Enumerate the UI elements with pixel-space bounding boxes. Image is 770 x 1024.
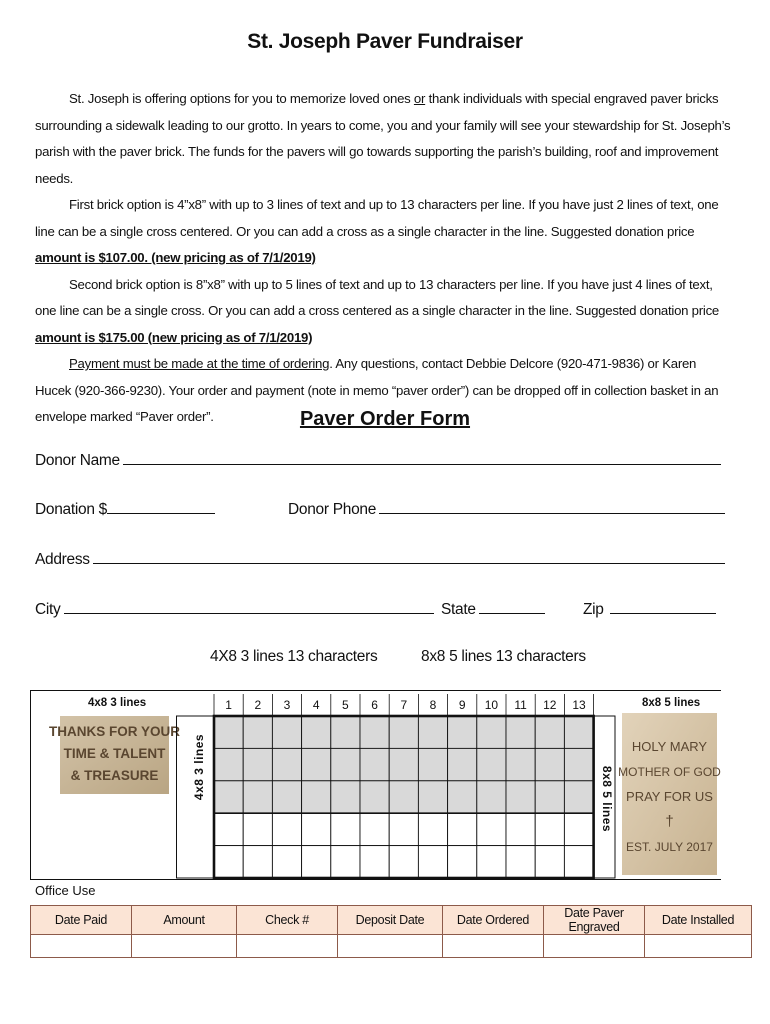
office-header-date-paid: Date Paid — [31, 906, 132, 935]
grid-col-number-6: 6 — [371, 698, 378, 712]
grid-cell-r1-c6[interactable] — [360, 716, 389, 748]
grid-col-number-3: 3 — [283, 698, 291, 712]
grid-cell-r2-c3[interactable] — [272, 748, 301, 780]
grid-cell-r5-c7[interactable] — [389, 846, 418, 878]
paver-small-line-3: & TREASURE — [70, 768, 159, 783]
grid-cell-r5-c11[interactable] — [506, 846, 535, 878]
grid-cell-r3-c2[interactable] — [243, 781, 272, 813]
intro-p3: Second brick option is 8”x8” with up to 5 lines of text and up to 13 characters per line. If you have just 4 lines of text, one line can be a single cross. Or you can add a cross centered as a single character in the line. Suggested donation price amount is $175.00 (new pricing as of 7/1/2019) — [35, 276, 720, 345]
address-row — [35, 549, 725, 569]
grid-cell-r3-c1[interactable] — [214, 781, 243, 813]
state-row — [441, 599, 545, 619]
grid-cell-r5-c10[interactable] — [477, 846, 506, 878]
grid-col-number-12: 12 — [543, 698, 557, 712]
donor-phone-row — [288, 499, 725, 519]
vertical-label-8x8: 8x8 5 lines — [600, 765, 614, 833]
office-entry-row — [31, 935, 752, 958]
paver-large-line-2: MOTHER OF GOD — [618, 765, 721, 779]
grid-cell-r4-c13[interactable] — [564, 813, 593, 845]
grid-cell-r5-c2[interactable] — [243, 846, 272, 878]
grid-cell-r2-c9[interactable] — [448, 748, 477, 780]
zip-row — [583, 599, 716, 619]
grid-cell-r1-c4[interactable] — [302, 716, 331, 748]
grid-cell-r2-c5[interactable] — [331, 748, 360, 780]
grid-right-label-box — [594, 716, 615, 878]
grid-cell-r4-c7[interactable] — [389, 813, 418, 845]
grid-cell-r4-c9[interactable] — [448, 813, 477, 845]
grid-col-number-9: 9 — [458, 698, 466, 712]
office-header-date-engraved: Date Paver Engraved — [544, 906, 645, 935]
paver-large-line-5: EST. JULY 2017 — [626, 840, 713, 854]
donation-label: Donation $ — [35, 501, 107, 518]
spec-4x8: 4X8 3 lines 13 characters — [210, 648, 378, 665]
donor-phone-field[interactable] — [379, 499, 725, 514]
office-cell-date-installed[interactable] — [645, 935, 752, 958]
grid-cell-r4-c4[interactable] — [302, 813, 331, 845]
grid-cell-r1-c10[interactable] — [477, 716, 506, 748]
page-title: St. Joseph Paver Fundraiser — [247, 30, 523, 53]
character-grid — [176, 692, 616, 878]
donor-name-field[interactable] — [123, 450, 721, 465]
grid-cell-r4-c10[interactable] — [477, 813, 506, 845]
city-row — [35, 599, 434, 619]
grid-cell-r2-c10[interactable] — [477, 748, 506, 780]
paver-small-line-2: TIME & TALENT — [63, 746, 166, 761]
state-field[interactable] — [479, 599, 545, 614]
grid-cell-r5-c12[interactable] — [535, 846, 564, 878]
paver-small-line-1: THANKS FOR YOUR — [48, 724, 181, 739]
grid-cell-r3-c11[interactable] — [506, 781, 535, 813]
grid-label-box — [177, 716, 215, 878]
office-cell-date-engraved[interactable] — [544, 935, 645, 958]
office-header-row — [31, 906, 752, 935]
paver-8x8-svg — [618, 713, 721, 875]
grid-cell-r2-c4[interactable] — [302, 748, 331, 780]
grid-cell-r2-c2[interactable] — [243, 748, 272, 780]
grid-cell-r2-c6[interactable] — [360, 748, 389, 780]
grid-cell-r3-c12[interactable] — [535, 781, 564, 813]
paver-4x8-image — [48, 716, 181, 794]
state-label: State — [441, 601, 476, 618]
grid-col-number-2: 2 — [254, 698, 262, 712]
label-4x8: 4x8 3 lines — [88, 697, 147, 709]
grid-cell-r3-c9[interactable] — [448, 781, 477, 813]
grid-cell-r3-c3[interactable] — [272, 781, 301, 813]
office-cell-deposit-date[interactable] — [338, 935, 443, 958]
grid-cell-r5-c1[interactable] — [214, 846, 243, 878]
grid-cell-r3-c10[interactable] — [477, 781, 506, 813]
zip-label: Zip — [583, 601, 604, 618]
office-header-date-ordered: Date Ordered — [443, 906, 544, 935]
grid-cell-r1-c1[interactable] — [214, 716, 243, 748]
grid-cell-r5-c5[interactable] — [331, 846, 360, 878]
grid-cell-r4-c3[interactable] — [272, 813, 301, 845]
paver-large-line-1: HOLY MARY — [631, 739, 708, 754]
grid-cell-r2-c7[interactable] — [389, 748, 418, 780]
address-label: Address — [35, 551, 90, 568]
grid-col-number-8: 8 — [429, 698, 437, 712]
grid-cell-r1-c11[interactable] — [506, 716, 535, 748]
intro-paragraph — [35, 86, 735, 431]
grid-cell-r4-c8[interactable] — [418, 813, 447, 845]
grid-col-number-11: 11 — [514, 698, 527, 712]
grid-cell-r5-c8[interactable] — [418, 846, 447, 878]
grid-cell-r3-c8[interactable] — [418, 781, 447, 813]
spec-8x8: 8x8 5 lines 13 characters — [421, 648, 586, 665]
grid-cell-r3-c13[interactable] — [564, 781, 593, 813]
office-cell-check[interactable] — [237, 935, 338, 958]
grid-col-number-13: 13 — [572, 698, 586, 712]
grid-cell-r5-c13[interactable] — [564, 846, 593, 878]
grid-cell-r5-c4[interactable] — [302, 846, 331, 878]
grid-cell-r3-c4[interactable] — [302, 781, 331, 813]
grid-col-number-4: 4 — [312, 698, 320, 712]
grid-cell-r5-c6[interactable] — [360, 846, 389, 878]
grid-cell-r3-c5[interactable] — [331, 781, 360, 813]
donation-row — [35, 499, 215, 519]
grid-cell-r4-c11[interactable] — [506, 813, 535, 845]
grid-cell-r1-c9[interactable] — [448, 716, 477, 748]
office-header-date-installed: Date Installed — [645, 906, 752, 935]
city-label: City — [35, 601, 61, 618]
grid-cell-r1-c7[interactable] — [389, 716, 418, 748]
grid-cell-r4-c1[interactable] — [214, 813, 243, 845]
donor-name-label: Donor Name — [35, 452, 120, 469]
intro-p2: First brick option is 4”x8” with up to 3 lines of text and up to 13 characters per line. If you have just 2 lines of text, one line can be a single cross centered. Or you can add a cross as a single character in the line. Suggested donation price amount is $107.00. (new pricing as of 7/1/2019) — [35, 197, 719, 265]
donation-field[interactable] — [107, 499, 215, 514]
label-8x8: 8x8 5 lines — [642, 697, 701, 709]
form-title: Paver Order Form — [299, 408, 471, 430]
grid-cell-r1-c8[interactable] — [418, 716, 447, 748]
paver-4x8-svg — [48, 716, 181, 794]
grid-cell-r4-c12[interactable] — [535, 813, 564, 845]
grid-col-number-5: 5 — [342, 698, 349, 712]
office-cell-date-ordered[interactable] — [443, 935, 544, 958]
grid-cell-r2-c11[interactable] — [506, 748, 535, 780]
grid-cell-r1-c5[interactable] — [331, 716, 360, 748]
office-cell-amount[interactable] — [132, 935, 237, 958]
grid-cell-r4-c2[interactable] — [243, 813, 272, 845]
grid-cell-r1-c2[interactable] — [243, 716, 272, 748]
city-field[interactable] — [64, 599, 434, 614]
grid-cell-r1-c3[interactable] — [272, 716, 301, 748]
address-field[interactable] — [93, 549, 725, 564]
intro-p1: St. Joseph is offering options for you to memorize loved ones or thank individuals with special engraved paver bricks surrounding a sidewalk leading to our grotto. In years to come, you and your family will see your stewardship for St. Joseph’s parish with the paver brick. The funds for the pavers will go towards supporting the parish’s building, roof and improvement needs. — [35, 91, 731, 186]
paver-large-cross: † — [665, 813, 674, 830]
grid-cell-r2-c13[interactable] — [564, 748, 593, 780]
grid-cell-r3-c7[interactable] — [389, 781, 418, 813]
office-use-table — [30, 905, 752, 958]
grid-cell-r2-c8[interactable] — [418, 748, 447, 780]
intro-p4: Payment must be made at the time of ordering. Any questions, contact Debbie Delcore (920-471-9836) or Karen Hucek (920-366-9230). Your order and payment (note in memo “paver order”) can be dropped off in collection basket in an envelope marked “Paver order”. — [35, 356, 719, 424]
paver-8x8-image — [618, 713, 721, 875]
grid-cell-r5-c9[interactable] — [448, 846, 477, 878]
grid-col-number-7: 7 — [400, 698, 408, 712]
paver-large-line-3: PRAY FOR US — [626, 789, 713, 804]
office-header-amount: Amount — [132, 906, 237, 935]
grid-col-number-10: 10 — [484, 698, 499, 712]
grid-cell-r5-c3[interactable] — [272, 846, 301, 878]
grid-cell-r2-c12[interactable] — [535, 748, 564, 780]
grid-cell-r1-c12[interactable] — [535, 716, 564, 748]
grid-cell-r1-c13[interactable] — [564, 716, 593, 748]
office-cell-date-paid[interactable] — [31, 935, 132, 958]
office-use-label: Office Use — [35, 883, 96, 898]
office-header-deposit-date: Deposit Date — [338, 906, 443, 935]
vertical-label-4x8: 4x8 3 lines — [192, 733, 206, 801]
grid-cell-r4-c5[interactable] — [331, 813, 360, 845]
grid-cell-r2-c1[interactable] — [214, 748, 243, 780]
donor-phone-label: Donor Phone — [288, 501, 377, 518]
grid-cell-r4-c6[interactable] — [360, 813, 389, 845]
zip-field[interactable] — [610, 599, 716, 614]
donor-name-row — [35, 450, 721, 470]
grid-cell-r3-c6[interactable] — [360, 781, 389, 813]
grid-col-number-1: 1 — [225, 698, 232, 712]
office-header-check: Check # — [237, 906, 338, 935]
